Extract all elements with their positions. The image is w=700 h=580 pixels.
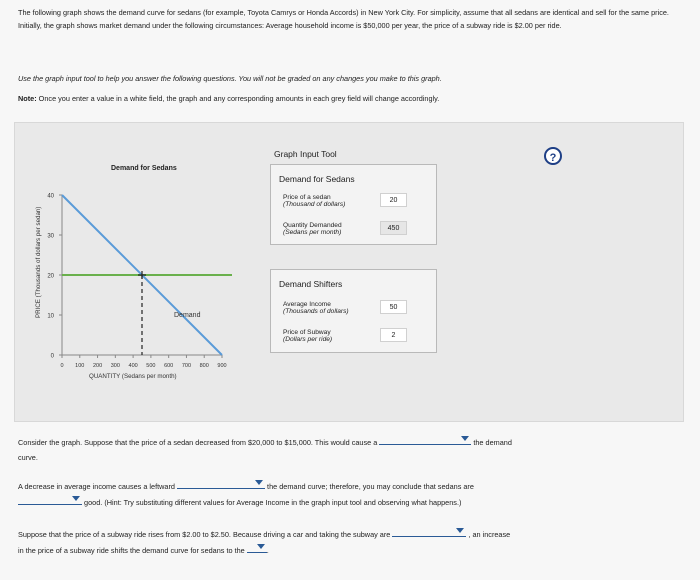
price-unit: (Thousand of dollars) [283,201,346,208]
x-tick-label: 0 [60,363,64,369]
question-1 [18,434,688,465]
subway-label-text: Price of Subway [283,329,331,336]
quantity-label [283,222,342,236]
q3-dropdown-2[interactable] [247,542,267,553]
x-tick-label: 500 [146,363,156,369]
help-icon[interactable]: ? [544,147,562,165]
q3-dropdown-1[interactable] [392,526,466,537]
shifters-title: Demand Shifters [279,279,343,289]
income-label-text: Average Income [283,301,331,308]
y-tick-label: 10 [47,313,54,320]
y-tick-label: 40 [47,193,54,200]
note-label: Note: [18,94,37,103]
chevron-down-icon [257,544,265,549]
q2-text-2: the demand curve; therefore, you may conclude that sedans are [267,482,474,491]
income-label [283,301,349,315]
x-tick-label: 100 [75,363,85,369]
question-3 [18,526,688,558]
q2-text-3: good. (Hint: Try substituting different values for Average Income in the graph input tool and observing what happens.) [84,498,462,507]
x-tick-label: 700 [181,363,192,369]
chevron-down-icon [255,480,263,485]
y-axis-label: PRICE (Thousands of dollars per sedan) [35,206,42,318]
q3-text: Suppose that the price of a subway ride rises from $2.00 to $2.50. Because driving a car and taking the subway are [18,530,391,539]
intro-paragraph: The following graph shows the demand curve for sedans (for example, Toyota Camrys or Honda Accords) in New York City. For simplicity, assume that all sedans are identical and sell for the same price. Initially, the graph shows market demand under the following circumstances: Average household income is $50,000 per year, the price of a subway ride is $2.00 per ride. [18,8,669,30]
price-label-text: Price of a sedan [283,194,331,201]
quantity-label-text: Quantity Demanded [283,222,342,229]
y-tick-label: 0 [50,353,54,360]
subway-unit: (Dollars per ride) [283,336,333,343]
q3-period: . [266,546,269,555]
demand-chart[interactable] [15,123,265,383]
q1-dropdown[interactable] [379,434,471,445]
x-axis-label: QUANTITY (Sedans per month) [89,373,177,380]
x-tick-label: 600 [164,363,174,369]
demand-label: Demand [174,312,201,319]
x-tick-label: 300 [110,363,120,369]
x-tick-label: 400 [128,363,138,369]
q3-text-3: in the price of a subway ride shifts the demand curve for sedans to the [18,546,245,555]
income-unit: (Thousands of dollars) [283,308,349,315]
q3-text-2: , an increase [468,530,511,539]
quantity-output: 450 [380,221,407,235]
y-tick-label: 30 [47,233,54,240]
graph-panel [14,122,684,422]
q2-text: A decrease in average income causes a leftward [18,482,175,491]
instructions-text: Use the graph input tool to help you answer the following questions. You will not be graded on any changes you make to this graph. [18,74,442,83]
note-body: Once you enter a value in a white field, the graph and any corresponding amounts in each grey field will change accordingly. [36,94,440,103]
demand-input-box [270,164,437,245]
q1-text-3: curve. [18,453,38,462]
q2-dropdown-2[interactable] [18,494,82,505]
y-tick-label: 20 [47,273,54,280]
price-label [283,194,345,208]
x-tick-label: 900 [217,363,227,369]
q2-dropdown-1[interactable] [177,478,265,489]
chart-title: Demand for Sedans [111,165,177,172]
q1-text-2: the demand [473,438,512,447]
quantity-unit: (Sedans per month) [283,229,342,236]
chevron-down-icon [456,528,464,533]
demand-shifters-box [270,269,437,353]
price-input[interactable]: 20 [380,193,407,207]
subway-label [283,329,332,343]
note-text [18,92,683,105]
subway-input[interactable]: 2 [380,328,407,342]
question-2 [18,478,688,510]
x-tick-label: 200 [92,363,103,369]
demand-box-title: Demand for Sedans [279,174,355,184]
income-input[interactable]: 50 [380,300,407,314]
chevron-down-icon [461,436,469,441]
chevron-down-icon [72,496,80,501]
q1-text: Consider the graph. Suppose that the price of a sedan decreased from $20,000 to $15,000. This would cause a [18,438,378,447]
graph-input-tool-title: Graph Input Tool [274,149,337,159]
x-tick-label: 800 [199,363,209,369]
